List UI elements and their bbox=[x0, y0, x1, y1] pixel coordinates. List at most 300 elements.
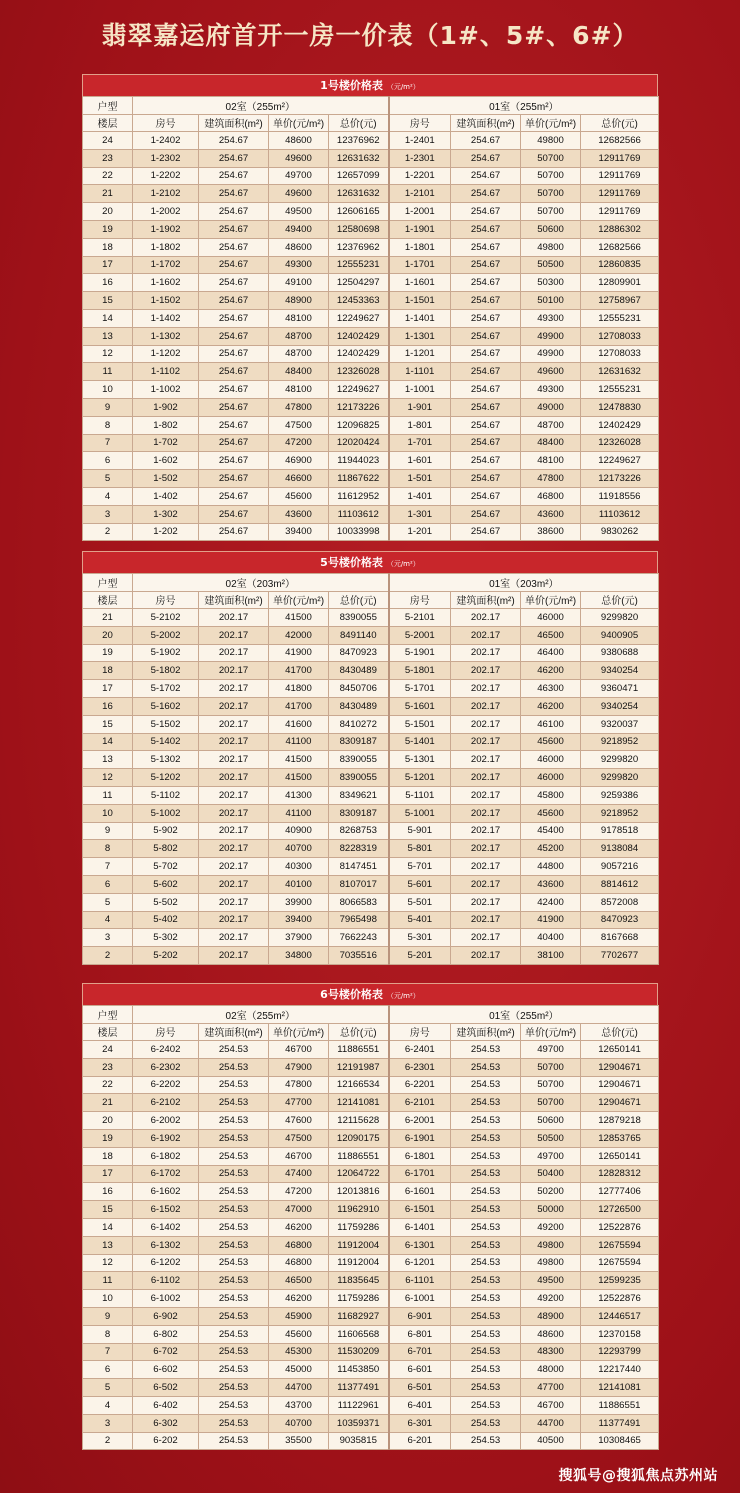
cell-unit-price: 46000 bbox=[521, 751, 581, 769]
cell-floor: 17 bbox=[83, 256, 133, 274]
cell-total-price: 12606165 bbox=[329, 203, 389, 221]
cell-room-no: 6-1801 bbox=[389, 1147, 451, 1165]
cell-area: 254.67 bbox=[451, 167, 521, 185]
col-header-room-no: 房号 bbox=[133, 114, 199, 132]
cell-room-no: 6-2202 bbox=[133, 1076, 199, 1094]
cell-room-no: 1-1102 bbox=[133, 363, 199, 381]
cell-floor: 2 bbox=[83, 523, 133, 541]
cell-unit-price: 47800 bbox=[521, 470, 581, 488]
cell-floor: 20 bbox=[83, 203, 133, 221]
cell-unit-price: 46200 bbox=[269, 1218, 329, 1236]
cell-total-price: 11453850 bbox=[329, 1361, 389, 1379]
cell-unit-price: 42400 bbox=[521, 893, 581, 911]
sheet-title-text: 5号楼价格表 bbox=[320, 556, 383, 569]
cell-area: 254.53 bbox=[451, 1236, 521, 1254]
cell-room-no: 5-402 bbox=[133, 911, 199, 929]
cell-floor: 10 bbox=[83, 804, 133, 822]
cell-total-price: 7965498 bbox=[329, 911, 389, 929]
cell-room-no: 6-2402 bbox=[133, 1041, 199, 1059]
table-row bbox=[83, 1147, 659, 1165]
cell-total-price: 8309187 bbox=[329, 733, 389, 751]
cell-room-no: 1-801 bbox=[389, 416, 451, 434]
cell-area: 254.53 bbox=[199, 1183, 269, 1201]
cell-total-price: 8470923 bbox=[329, 644, 389, 662]
cell-unit-price: 41600 bbox=[269, 715, 329, 733]
cell-area: 254.53 bbox=[451, 1076, 521, 1094]
cell-area: 254.53 bbox=[199, 1343, 269, 1361]
cell-area: 254.53 bbox=[199, 1290, 269, 1308]
cell-unit-price: 46800 bbox=[269, 1236, 329, 1254]
cell-room-no: 6-1102 bbox=[133, 1272, 199, 1290]
table-row bbox=[83, 185, 659, 203]
cell-area: 254.53 bbox=[451, 1147, 521, 1165]
cell-area: 202.17 bbox=[199, 751, 269, 769]
cell-total-price: 12326028 bbox=[329, 363, 389, 381]
cell-total-price: 12886302 bbox=[581, 220, 659, 238]
table-row bbox=[83, 345, 659, 363]
cell-unit-price: 47700 bbox=[269, 1094, 329, 1112]
cell-unit-price: 50700 bbox=[521, 185, 581, 203]
cell-area: 202.17 bbox=[451, 769, 521, 787]
cell-room-no: 6-301 bbox=[389, 1414, 451, 1432]
cell-area: 254.67 bbox=[199, 220, 269, 238]
cell-room-no: 1-402 bbox=[133, 487, 199, 505]
cell-room-no: 6-302 bbox=[133, 1414, 199, 1432]
cell-total-price: 12580698 bbox=[329, 220, 389, 238]
cell-unit-price: 38100 bbox=[521, 947, 581, 965]
type-label: 户型 bbox=[83, 1006, 133, 1024]
cell-unit-price: 48600 bbox=[269, 238, 329, 256]
cell-unit-price: 49200 bbox=[521, 1290, 581, 1308]
cell-total-price: 11759286 bbox=[329, 1218, 389, 1236]
sheet-title-text: 1号楼价格表 bbox=[320, 79, 383, 92]
cell-total-price: 12090175 bbox=[329, 1129, 389, 1147]
cell-unit-price: 50000 bbox=[521, 1201, 581, 1219]
cell-area: 254.67 bbox=[199, 309, 269, 327]
cell-floor: 18 bbox=[83, 662, 133, 680]
cell-room-no: 1-2001 bbox=[389, 203, 451, 221]
cell-unit-price: 47600 bbox=[269, 1112, 329, 1130]
cell-area: 254.67 bbox=[451, 398, 521, 416]
table-row bbox=[83, 398, 659, 416]
cell-room-no: 5-601 bbox=[389, 875, 451, 893]
cell-unit-price: 50500 bbox=[521, 1129, 581, 1147]
cell-room-no: 6-1601 bbox=[389, 1183, 451, 1201]
cell-total-price: 7662243 bbox=[329, 929, 389, 947]
cell-floor: 14 bbox=[83, 733, 133, 751]
cell-room-no: 1-602 bbox=[133, 452, 199, 470]
cell-unit-price: 46200 bbox=[521, 697, 581, 715]
cell-unit-price: 43700 bbox=[269, 1396, 329, 1414]
table-row bbox=[83, 327, 659, 345]
cell-unit-price: 49700 bbox=[521, 1147, 581, 1165]
col-header-area: 建筑面积(m²) bbox=[199, 1023, 269, 1041]
cell-unit-price: 49600 bbox=[269, 149, 329, 167]
cell-total-price: 12631632 bbox=[329, 185, 389, 203]
cell-unit-price: 46200 bbox=[269, 1290, 329, 1308]
table-row bbox=[83, 470, 659, 488]
cell-unit-price: 39400 bbox=[269, 911, 329, 929]
cell-room-no: 5-1301 bbox=[389, 751, 451, 769]
cell-total-price: 9178518 bbox=[581, 822, 659, 840]
table-row bbox=[83, 452, 659, 470]
cell-unit-price: 50200 bbox=[521, 1183, 581, 1201]
col-header-room-no: 房号 bbox=[389, 591, 451, 609]
table-row bbox=[83, 381, 659, 399]
cell-area: 254.67 bbox=[199, 167, 269, 185]
cell-room-no: 6-1101 bbox=[389, 1272, 451, 1290]
cell-floor: 18 bbox=[83, 1147, 133, 1165]
col-header-room-no: 房号 bbox=[133, 591, 199, 609]
cell-area: 254.67 bbox=[451, 434, 521, 452]
cell-unit-price: 46700 bbox=[521, 1396, 581, 1414]
cell-area: 202.17 bbox=[451, 929, 521, 947]
sheet-unit: （元/m²） bbox=[386, 560, 420, 568]
cell-area: 254.67 bbox=[199, 416, 269, 434]
cell-total-price: 12376962 bbox=[329, 238, 389, 256]
unit-b-header: 01室（203m²） bbox=[389, 574, 659, 592]
cell-room-no: 1-301 bbox=[389, 505, 451, 523]
cell-room-no: 6-2201 bbox=[389, 1076, 451, 1094]
cell-room-no: 6-701 bbox=[389, 1343, 451, 1361]
cell-room-no: 5-1901 bbox=[389, 644, 451, 662]
cell-room-no: 6-2401 bbox=[389, 1041, 451, 1059]
cell-unit-price: 40900 bbox=[269, 822, 329, 840]
cell-unit-price: 46500 bbox=[269, 1272, 329, 1290]
cell-room-no: 6-1001 bbox=[389, 1290, 451, 1308]
cell-floor: 5 bbox=[83, 470, 133, 488]
cell-area: 254.67 bbox=[451, 381, 521, 399]
cell-room-no: 6-1201 bbox=[389, 1254, 451, 1272]
column-header-row bbox=[83, 591, 659, 609]
cell-total-price: 11867622 bbox=[329, 470, 389, 488]
cell-floor: 22 bbox=[83, 1076, 133, 1094]
cell-room-no: 5-1402 bbox=[133, 733, 199, 751]
cell-room-no: 5-1902 bbox=[133, 644, 199, 662]
cell-total-price: 8390055 bbox=[329, 751, 389, 769]
cell-total-price: 9340254 bbox=[581, 697, 659, 715]
cell-total-price: 12191987 bbox=[329, 1058, 389, 1076]
cell-area: 254.67 bbox=[199, 345, 269, 363]
cell-unit-price: 45600 bbox=[521, 804, 581, 822]
cell-area: 254.53 bbox=[451, 1201, 521, 1219]
cell-unit-price: 41100 bbox=[269, 733, 329, 751]
cell-area: 254.67 bbox=[199, 292, 269, 310]
cell-room-no: 6-1302 bbox=[133, 1236, 199, 1254]
cell-total-price: 12402429 bbox=[581, 416, 659, 434]
cell-area: 254.67 bbox=[451, 505, 521, 523]
cell-total-price: 12555231 bbox=[329, 256, 389, 274]
cell-floor: 15 bbox=[83, 715, 133, 733]
cell-unit-price: 40100 bbox=[269, 875, 329, 893]
table-row bbox=[83, 858, 659, 876]
type-label: 户型 bbox=[83, 97, 133, 115]
cell-total-price: 12708033 bbox=[581, 345, 659, 363]
cell-total-price: 11918556 bbox=[581, 487, 659, 505]
cell-unit-price: 48100 bbox=[521, 452, 581, 470]
cell-room-no: 5-1801 bbox=[389, 662, 451, 680]
cell-total-price: 8107017 bbox=[329, 875, 389, 893]
unit-type-header-row bbox=[83, 574, 659, 592]
cell-floor: 9 bbox=[83, 822, 133, 840]
cell-unit-price: 44800 bbox=[521, 858, 581, 876]
column-header-row bbox=[83, 114, 659, 132]
cell-unit-price: 45400 bbox=[521, 822, 581, 840]
cell-room-no: 5-1302 bbox=[133, 751, 199, 769]
cell-unit-price: 49900 bbox=[521, 327, 581, 345]
cell-unit-price: 47800 bbox=[269, 1076, 329, 1094]
cell-room-no: 5-502 bbox=[133, 893, 199, 911]
cell-room-no: 5-1401 bbox=[389, 733, 451, 751]
cell-room-no: 5-201 bbox=[389, 947, 451, 965]
cell-room-no: 5-1202 bbox=[133, 769, 199, 787]
cell-area: 254.67 bbox=[451, 274, 521, 292]
cell-total-price: 12141081 bbox=[581, 1379, 659, 1397]
cell-room-no: 5-702 bbox=[133, 858, 199, 876]
table-row bbox=[83, 715, 659, 733]
table-row bbox=[83, 875, 659, 893]
cell-unit-price: 47400 bbox=[269, 1165, 329, 1183]
cell-floor: 5 bbox=[83, 893, 133, 911]
cell-floor: 14 bbox=[83, 1218, 133, 1236]
cell-unit-price: 48400 bbox=[521, 434, 581, 452]
cell-area: 254.53 bbox=[199, 1361, 269, 1379]
cell-area: 254.67 bbox=[451, 309, 521, 327]
cell-unit-price: 46900 bbox=[269, 452, 329, 470]
cell-floor: 11 bbox=[83, 1272, 133, 1290]
cell-room-no: 1-601 bbox=[389, 452, 451, 470]
cell-unit-price: 46800 bbox=[269, 1254, 329, 1272]
cell-floor: 19 bbox=[83, 220, 133, 238]
cell-unit-price: 45600 bbox=[521, 733, 581, 751]
cell-area: 254.53 bbox=[451, 1129, 521, 1147]
cell-unit-price: 49300 bbox=[269, 256, 329, 274]
cell-total-price: 12904671 bbox=[581, 1094, 659, 1112]
cell-room-no: 6-2002 bbox=[133, 1112, 199, 1130]
cell-room-no: 6-402 bbox=[133, 1396, 199, 1414]
cell-room-no: 5-701 bbox=[389, 858, 451, 876]
cell-floor: 22 bbox=[83, 167, 133, 185]
cell-total-price: 12376962 bbox=[329, 132, 389, 150]
cell-area: 254.53 bbox=[451, 1414, 521, 1432]
table-row bbox=[83, 769, 659, 787]
cell-area: 254.53 bbox=[199, 1129, 269, 1147]
cell-unit-price: 50700 bbox=[521, 167, 581, 185]
cell-room-no: 5-401 bbox=[389, 911, 451, 929]
cell-room-no: 6-1002 bbox=[133, 1290, 199, 1308]
unit-type-header-row bbox=[83, 97, 659, 115]
col-header-area: 建筑面积(m²) bbox=[451, 591, 521, 609]
cell-area: 202.17 bbox=[451, 911, 521, 929]
cell-total-price: 12446517 bbox=[581, 1307, 659, 1325]
cell-total-price: 8430489 bbox=[329, 662, 389, 680]
table-row bbox=[83, 132, 659, 150]
cell-unit-price: 43600 bbox=[521, 505, 581, 523]
cell-unit-price: 47000 bbox=[269, 1201, 329, 1219]
cell-unit-price: 49300 bbox=[521, 381, 581, 399]
cell-area: 202.17 bbox=[199, 715, 269, 733]
cell-unit-price: 46700 bbox=[269, 1041, 329, 1059]
cell-area: 254.53 bbox=[451, 1041, 521, 1059]
cell-floor: 20 bbox=[83, 626, 133, 644]
cell-area: 254.53 bbox=[451, 1183, 521, 1201]
cell-unit-price: 49900 bbox=[521, 345, 581, 363]
cell-total-price: 12173226 bbox=[581, 470, 659, 488]
cell-area: 202.17 bbox=[451, 662, 521, 680]
cell-room-no: 1-1302 bbox=[133, 327, 199, 345]
cell-total-price: 9259386 bbox=[581, 786, 659, 804]
cell-unit-price: 48600 bbox=[521, 1325, 581, 1343]
cell-total-price: 9035815 bbox=[329, 1432, 389, 1450]
cell-area: 202.17 bbox=[199, 662, 269, 680]
cell-total-price: 9320037 bbox=[581, 715, 659, 733]
cell-total-price: 12828312 bbox=[581, 1165, 659, 1183]
cell-total-price: 10308465 bbox=[581, 1432, 659, 1450]
sheet-title bbox=[82, 74, 658, 96]
cell-room-no: 6-1401 bbox=[389, 1218, 451, 1236]
price-table bbox=[82, 1005, 659, 1450]
cell-floor: 19 bbox=[83, 1129, 133, 1147]
cell-unit-price: 44700 bbox=[269, 1379, 329, 1397]
cell-area: 254.67 bbox=[451, 149, 521, 167]
cell-unit-price: 46100 bbox=[521, 715, 581, 733]
cell-floor: 16 bbox=[83, 1183, 133, 1201]
table-row bbox=[83, 662, 659, 680]
cell-area: 202.17 bbox=[199, 644, 269, 662]
cell-total-price: 12682566 bbox=[581, 238, 659, 256]
cell-floor: 21 bbox=[83, 185, 133, 203]
cell-room-no: 5-1702 bbox=[133, 680, 199, 698]
col-header-unit-price: 单价(元/m²) bbox=[521, 114, 581, 132]
cell-room-no: 6-1902 bbox=[133, 1129, 199, 1147]
cell-room-no: 6-1802 bbox=[133, 1147, 199, 1165]
cell-floor: 4 bbox=[83, 487, 133, 505]
table-row bbox=[83, 1165, 659, 1183]
cell-total-price: 12650141 bbox=[581, 1147, 659, 1165]
cell-total-price: 8572008 bbox=[581, 893, 659, 911]
cell-unit-price: 46700 bbox=[269, 1147, 329, 1165]
cell-unit-price: 47900 bbox=[269, 1058, 329, 1076]
unit-b-header: 01室（255m²） bbox=[389, 1006, 659, 1024]
cell-total-price: 12370158 bbox=[581, 1325, 659, 1343]
cell-total-price: 12013816 bbox=[329, 1183, 389, 1201]
col-header-total-price: 总价(元) bbox=[329, 114, 389, 132]
table-row bbox=[83, 292, 659, 310]
cell-area: 254.53 bbox=[451, 1343, 521, 1361]
table-row bbox=[83, 238, 659, 256]
col-header-total-price: 总价(元) bbox=[329, 1023, 389, 1041]
cell-total-price: 9380688 bbox=[581, 644, 659, 662]
cell-unit-price: 49500 bbox=[269, 203, 329, 221]
cell-room-no: 6-1602 bbox=[133, 1183, 199, 1201]
cell-room-no: 5-1701 bbox=[389, 680, 451, 698]
cell-total-price: 9218952 bbox=[581, 733, 659, 751]
cell-unit-price: 41500 bbox=[269, 769, 329, 787]
cell-unit-price: 41900 bbox=[269, 644, 329, 662]
cell-room-no: 1-302 bbox=[133, 505, 199, 523]
cell-total-price: 11886551 bbox=[329, 1041, 389, 1059]
cell-unit-price: 43600 bbox=[521, 875, 581, 893]
cell-area: 254.53 bbox=[451, 1165, 521, 1183]
cell-floor: 9 bbox=[83, 1307, 133, 1325]
cell-room-no: 1-901 bbox=[389, 398, 451, 416]
cell-room-no: 6-2302 bbox=[133, 1058, 199, 1076]
cell-total-price: 11377491 bbox=[329, 1379, 389, 1397]
table-row bbox=[83, 1254, 659, 1272]
cell-unit-price: 41900 bbox=[521, 911, 581, 929]
cell-unit-price: 44700 bbox=[521, 1414, 581, 1432]
cell-unit-price: 49200 bbox=[521, 1218, 581, 1236]
cell-area: 202.17 bbox=[199, 769, 269, 787]
cell-area: 254.67 bbox=[199, 238, 269, 256]
cell-room-no: 1-2101 bbox=[389, 185, 451, 203]
cell-area: 254.53 bbox=[199, 1041, 269, 1059]
cell-area: 254.67 bbox=[199, 470, 269, 488]
cell-unit-price: 41100 bbox=[269, 804, 329, 822]
cell-total-price: 8066583 bbox=[329, 893, 389, 911]
cell-total-price: 12650141 bbox=[581, 1041, 659, 1059]
cell-area: 254.67 bbox=[451, 363, 521, 381]
cell-room-no: 6-902 bbox=[133, 1307, 199, 1325]
cell-total-price: 11612952 bbox=[329, 487, 389, 505]
cell-room-no: 1-202 bbox=[133, 523, 199, 541]
cell-room-no: 1-2402 bbox=[133, 132, 199, 150]
table-row bbox=[83, 203, 659, 221]
cell-floor: 9 bbox=[83, 398, 133, 416]
cell-unit-price: 45300 bbox=[269, 1343, 329, 1361]
cell-area: 254.53 bbox=[199, 1147, 269, 1165]
cell-area: 254.67 bbox=[451, 238, 521, 256]
cell-area: 202.17 bbox=[199, 786, 269, 804]
cell-area: 202.17 bbox=[199, 609, 269, 627]
sheet-unit: （元/m²） bbox=[386, 83, 420, 91]
cell-floor: 24 bbox=[83, 132, 133, 150]
cell-area: 254.53 bbox=[451, 1254, 521, 1272]
cell-unit-price: 39400 bbox=[269, 523, 329, 541]
table-row bbox=[83, 1076, 659, 1094]
cell-room-no: 1-501 bbox=[389, 470, 451, 488]
col-header-floor: 楼层 bbox=[83, 114, 133, 132]
cell-area: 254.53 bbox=[451, 1272, 521, 1290]
cell-unit-price: 41300 bbox=[269, 786, 329, 804]
column-header-row bbox=[83, 1023, 659, 1041]
cell-total-price: 7035516 bbox=[329, 947, 389, 965]
cell-area: 254.53 bbox=[451, 1290, 521, 1308]
cell-unit-price: 50700 bbox=[521, 1058, 581, 1076]
cell-total-price: 12631632 bbox=[329, 149, 389, 167]
table-row bbox=[83, 1290, 659, 1308]
cell-floor: 4 bbox=[83, 911, 133, 929]
cell-room-no: 5-602 bbox=[133, 875, 199, 893]
cell-total-price: 11912004 bbox=[329, 1254, 389, 1272]
cell-area: 254.53 bbox=[451, 1307, 521, 1325]
cell-area: 202.17 bbox=[199, 929, 269, 947]
table-row bbox=[83, 804, 659, 822]
cell-floor: 7 bbox=[83, 1343, 133, 1361]
table-row bbox=[83, 256, 659, 274]
cell-room-no: 5-2102 bbox=[133, 609, 199, 627]
table-row bbox=[83, 1379, 659, 1397]
cell-room-no: 6-801 bbox=[389, 1325, 451, 1343]
cell-room-no: 1-2202 bbox=[133, 167, 199, 185]
cell-total-price: 12166534 bbox=[329, 1076, 389, 1094]
cell-room-no: 1-1902 bbox=[133, 220, 199, 238]
cell-unit-price: 41700 bbox=[269, 662, 329, 680]
cell-unit-price: 50700 bbox=[521, 1094, 581, 1112]
cell-area: 254.67 bbox=[199, 505, 269, 523]
cell-total-price: 12631632 bbox=[581, 363, 659, 381]
cell-unit-price: 49300 bbox=[521, 309, 581, 327]
